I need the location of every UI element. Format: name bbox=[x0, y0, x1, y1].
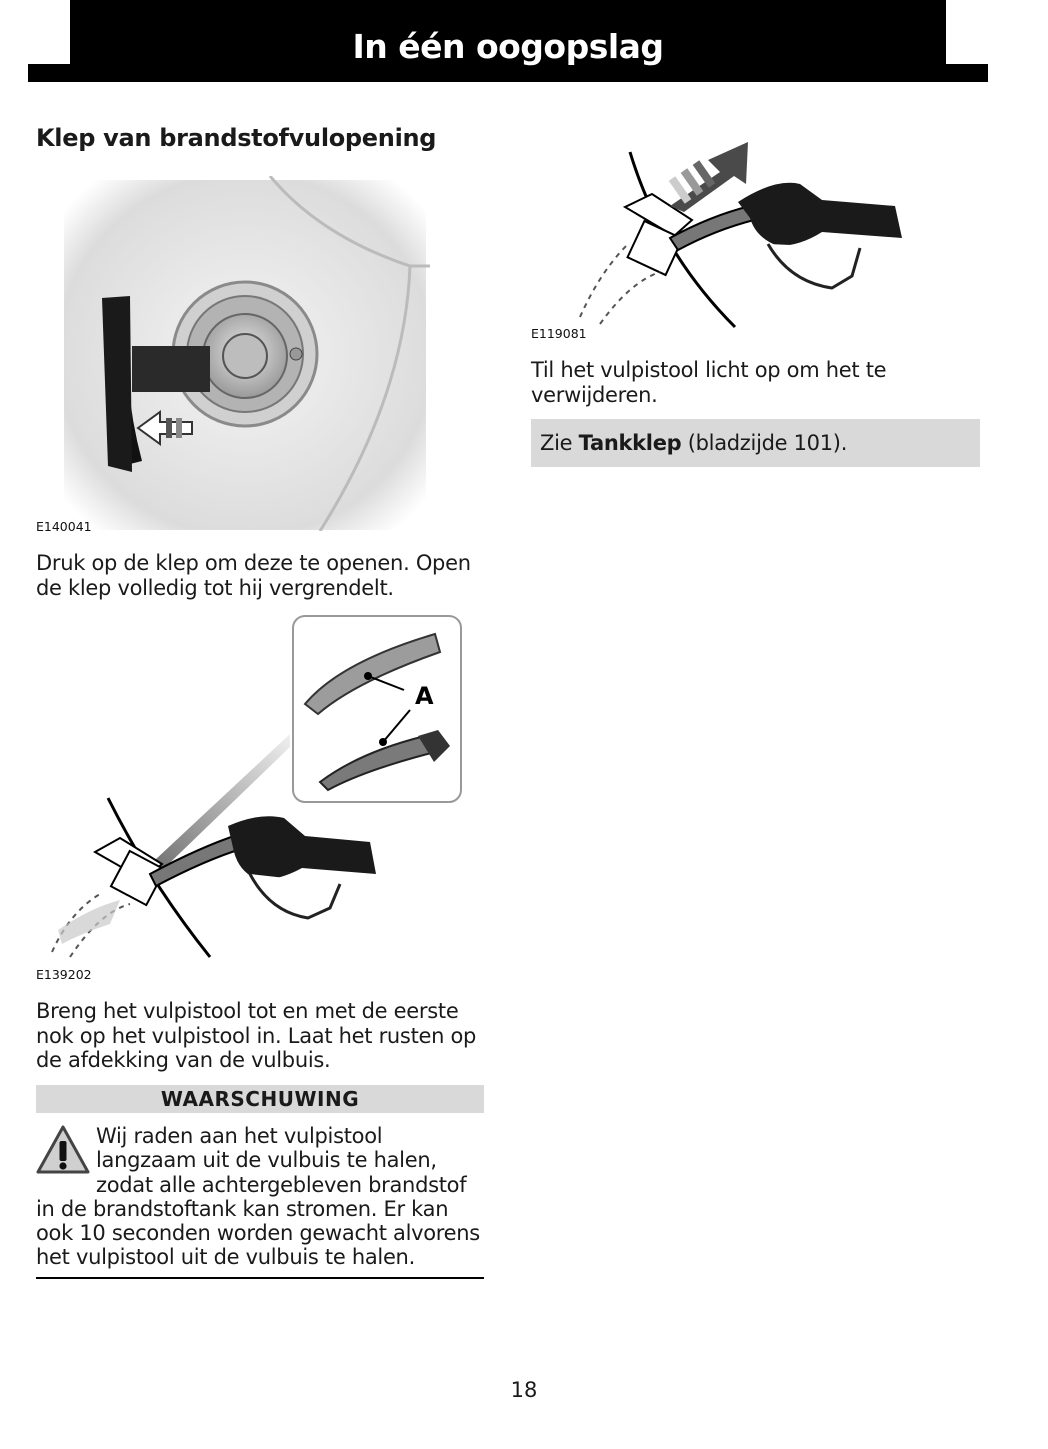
nozzle-remove-illustration bbox=[560, 132, 922, 332]
fuel-door-illustration bbox=[60, 176, 430, 531]
page-number: 18 bbox=[510, 1378, 538, 1402]
figure-code: E139202 bbox=[36, 967, 92, 982]
note-suffix: (bladzijde 101). bbox=[681, 431, 848, 455]
instruction-insert-nozzle: Breng het vulpistool tot en met de eerste nok op het vulpistool in. Laat het rusten op de afdekking van de vulbuis. bbox=[36, 999, 477, 1072]
warning-text: Wij raden aan het vulpistool langzaam uit de vulbuis te halen, zodat alle achtergebleven brandstof in de brandstoftank kan stromen. Er kan ook 10 seconden worden gewacht alvorens het vulpistool uit de vulbuis te halen. bbox=[36, 1124, 480, 1270]
warning-rule bbox=[36, 1277, 484, 1279]
note-link[interactable]: Tankklep bbox=[578, 431, 682, 455]
warning-heading: WAARSCHUWING bbox=[36, 1085, 484, 1113]
callout-label: A bbox=[415, 682, 434, 710]
warning-triangle-icon bbox=[36, 1124, 90, 1176]
instruction-open-door: Druk op de klep om deze te openen. Open de klep volledig tot hij vergrendelt. bbox=[36, 551, 471, 600]
nozzle-insert-illustration bbox=[40, 612, 470, 970]
figure-code: E140041 bbox=[36, 519, 92, 534]
note-prefix: Zie bbox=[540, 431, 579, 455]
warning-block bbox=[36, 1124, 484, 1270]
instruction-remove-nozzle: Til het vulpistool licht op om het te verwijderen. bbox=[531, 358, 887, 407]
note-box bbox=[531, 419, 980, 467]
page-title: In één oogopslag bbox=[352, 27, 664, 66]
figure-code: E119081 bbox=[531, 326, 587, 341]
section-title: Klep van brandstofvulopening bbox=[36, 124, 437, 152]
